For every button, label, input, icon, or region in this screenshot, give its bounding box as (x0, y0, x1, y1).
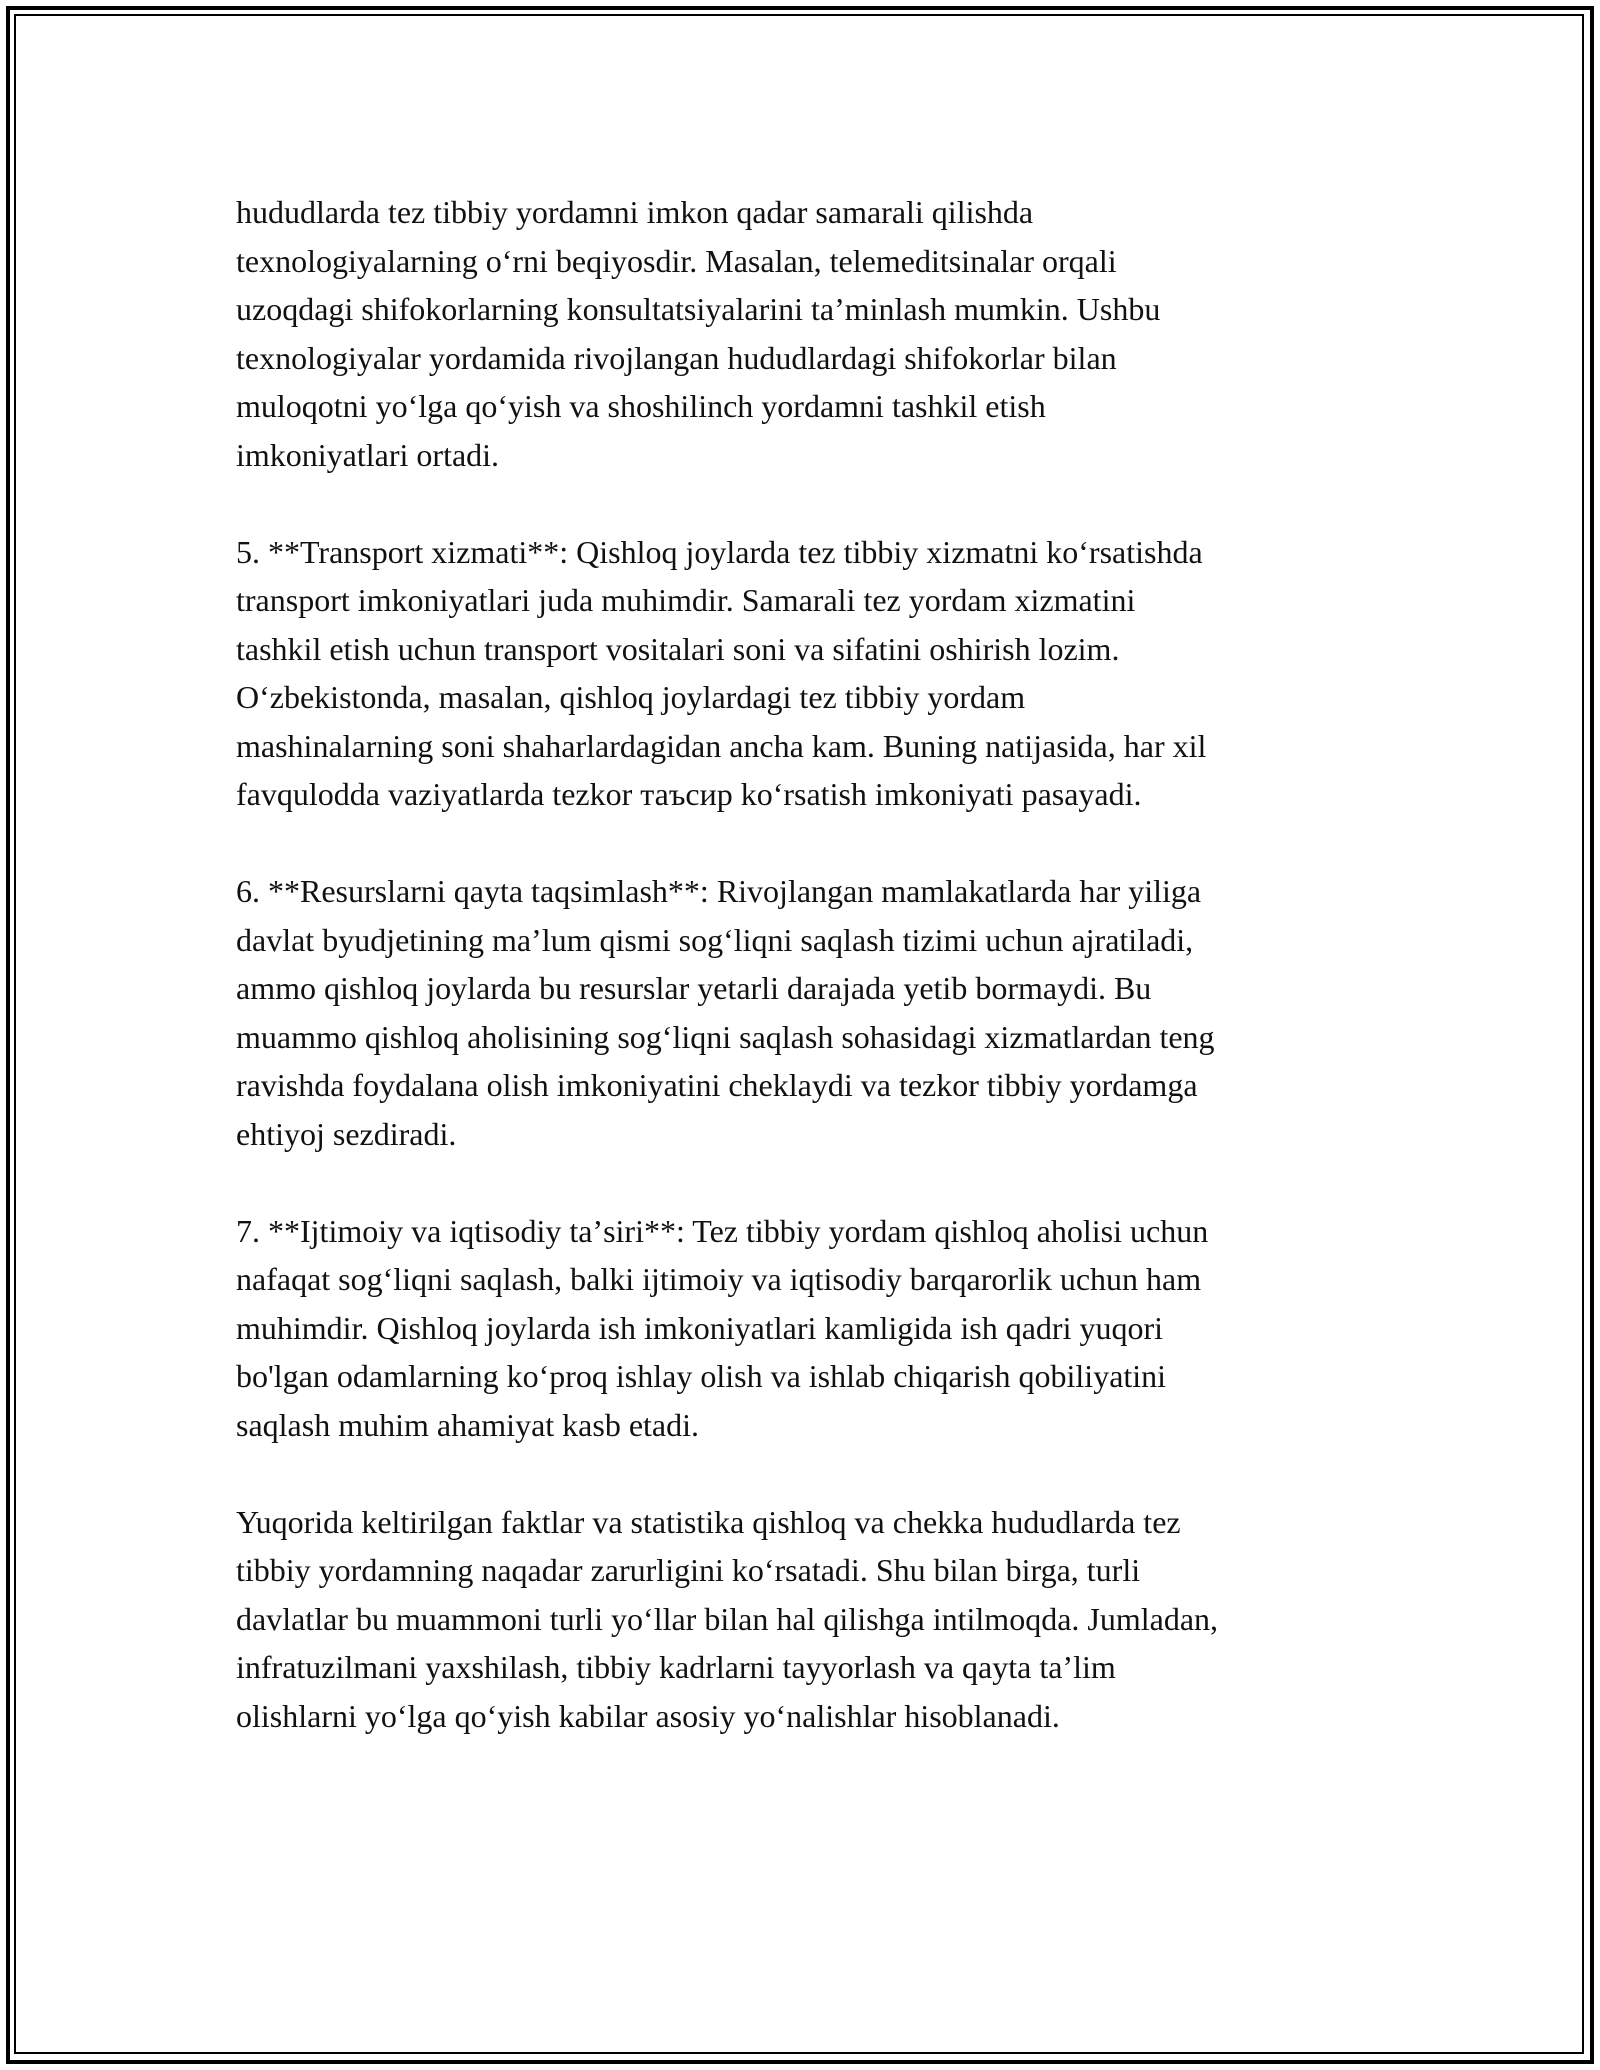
text-line: bo'lgan odamlarning koʻproq ishlay olish va ishlab chiqarish qobiliyatini (236, 1358, 1167, 1394)
text-line: infratuzilmani yaxshilash, tibbiy kadrlarni tayyorlash va qayta taʼlim (236, 1649, 1116, 1685)
text-line: tashkil etish uchun transport vositalari soni va sifatini oshirish lozim. (236, 630, 1120, 667)
document-body (236, 188, 1386, 1789)
text-line: tibbiy yordamning naqadar zarurligini koʻrsatadi. Shu bilan birga, turli (236, 1552, 1141, 1588)
text-line: 7. **Ijtimoiy va iqtisodiy taʼsiri**: Tez tibbiy yordam qishloq aholisi uchun (236, 1212, 1209, 1249)
text-line: uzoqdagi shifokorlarning konsultatsiyalarini taʼminlash mumkin. Ushbu (236, 291, 1161, 327)
text-line: muammo qishloq aholisining sogʻliqni saqlash sohasidagi xizmatlardan teng (236, 1018, 1215, 1055)
text-line: ammo qishloq joylarda bu resurslar yetarli darajada yetib bormaydi. Bu (236, 970, 1152, 1006)
paragraph-intro-continued (236, 188, 1386, 479)
text-line: 6. **Resurslarni qayta taqsimlash**: Rivojlangan mamlakatlarda har yiliga (236, 873, 1202, 909)
text-line: Yuqorida keltirilgan faktlar va statistika qishloq va chekka hududlarda tez (236, 1503, 1181, 1540)
text-line: olishlarni yoʻlga qoʻyish kabilar asosiy yoʻnalishlar hisoblanadi. (236, 1697, 1060, 1734)
text-line: texnologiyalarning oʻrni beqiyosdir. Masalan, telemeditsinalar orqali (236, 242, 1117, 279)
text-line: ehtiyoj sezdiradi. (236, 1115, 457, 1152)
text-line: mashinalarning soni shaharlardagidan ancha kam. Buning natijasida, har xil (236, 727, 1207, 764)
paragraph-conclusion (236, 1498, 1386, 1741)
text-line: davlatlar bu muammoni turli yoʻllar bilan hal qilishga intilmoqda. Jumladan, (236, 1600, 1219, 1637)
paragraph-social-economic (236, 1207, 1386, 1450)
text-line: nafaqat sogʻliqni saqlash, balki ijtimoiy va iqtisodiy barqarorlik uchun ham (236, 1261, 1202, 1297)
text-line: ravishda foydalana olish imkoniyatini cheklaydi va tezkor tibbiy yordamga (236, 1067, 1198, 1103)
text-line: imkoniyatlari ortadi. (236, 436, 500, 473)
paragraph-transport (236, 528, 1386, 819)
text-line: davlat byudjetining maʼlum qismi sogʻliqni saqlash tizimi uchun ajratiladi, (236, 921, 1194, 958)
text-line: hududlarda tez tibbiy yordamni imkon qadar samarali qilishda (236, 194, 1034, 230)
text-line: texnologiyalar yordamida rivojlangan hududlardagi shifokorlar bilan (236, 339, 1117, 376)
text-line: 5. **Transport xizmati**: Qishloq joylarda tez tibbiy xizmatni koʻrsatishda (236, 533, 1203, 570)
text-line: Oʻzbekistonda, masalan, qishloq joylardagi tez tibbiy yordam (236, 679, 1026, 715)
text-line: favqulodda vaziyatlarda tezkor таъсир koʻrsatish imkoniyati pasayadi. (236, 776, 1142, 812)
text-line: transport imkoniyatlari juda muhimdir. Samarali tez yordam xizmatini (236, 582, 1136, 618)
text-line: muhimdir. Qishloq joylarda ish imkoniyatlari kamligida ish qadri yuqori (236, 1309, 1163, 1346)
paragraph-resources (236, 867, 1386, 1158)
text-line: muloqotni yoʻlga qoʻyish va shoshilinch yordamni tashkil etish (236, 388, 1046, 424)
text-line: saqlash muhim ahamiyat kasb etadi. (236, 1406, 699, 1443)
